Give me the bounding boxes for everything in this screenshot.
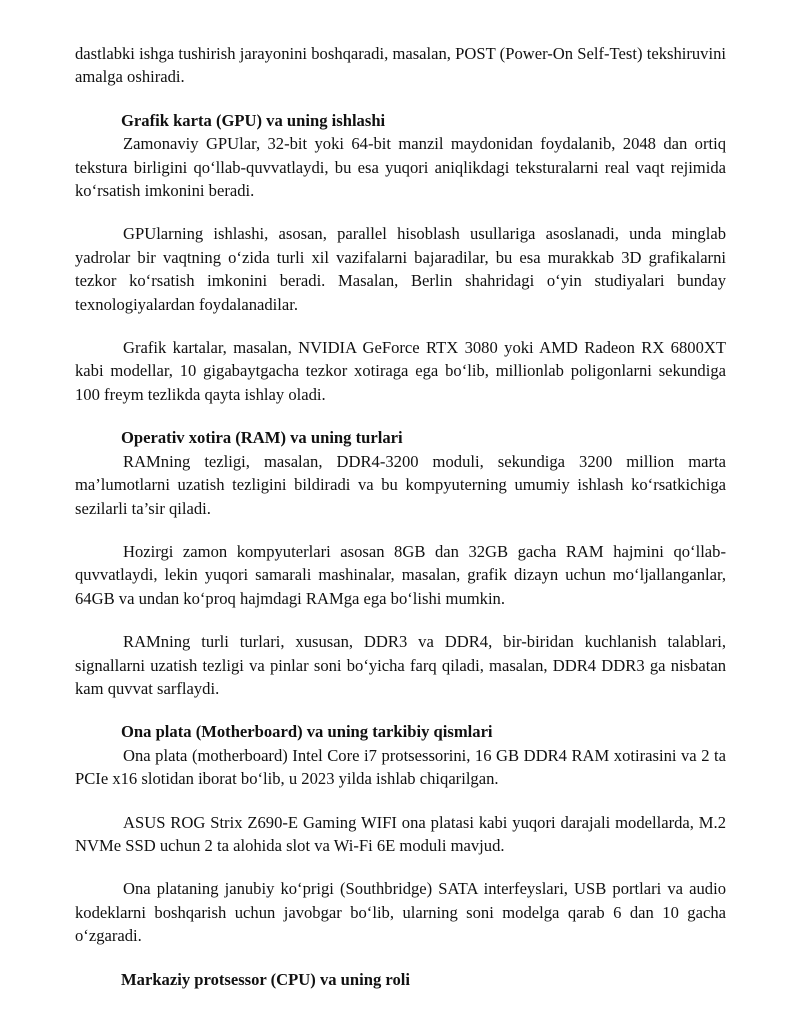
heading-gpu: Grafik karta (GPU) va uning ishlashi [121, 110, 386, 130]
heading-motherboard: Ona plata (Motherboard) va uning tarkibiy qismlari [121, 722, 493, 742]
paragraph-ram-2: Hozirgi zamon kompyuterlari asosan 8GB dan 32GB gacha RAM hajmini qo‘llab-quvvatlaydi, lekin yuqori samarali mashinalar, masalan, grafik dizayn uchun mo‘ljallanganlar, 64GB va undan ko‘proq hajmdagi RAMga ega bo‘lishi mumkin. [75, 541, 726, 608]
paragraph-motherboard-1: Ona plata (motherboard) Intel Core i7 protsessorini, 16 GB DDR4 RAM xotirasini va 2 ta PCIe x16 slotidan iborat bo‘lib, u 2023 yilda ishlab chiqarilgan. [75, 745, 726, 789]
paragraph-gpu-1: Zamonaviy GPUlar, 32-bit yoki 64-bit manzil maydonidan foydalanib, 2048 dan ortiq tekstura birligini qo‘llab-quvvatlaydi, bu esa yuqori aniqlikdagi teksturalarni real vaqt rejimida ko‘rsatish imkonini beradi. [75, 134, 726, 201]
heading-ram: Operativ xotira (RAM) va uning turlari [121, 428, 403, 448]
heading-cpu: Markaziy protsessor (CPU) va uning roli [121, 969, 411, 989]
paragraph-motherboard-2: ASUS ROG Strix Z690-E Gaming WIFI ona platasi kabi yuqori darajali modellarda, M.2 NVMe SSD uchun 2 ta alohida slot va Wi-Fi 6E moduli mavjud. [75, 812, 726, 855]
paragraph-gpu-3: Grafik kartalar, masalan, NVIDIA GeForce RTX 3080 yoki AMD Radeon RX 6800XT kabi modellar, 10 gigabaytgacha tezkor xotiraga ega bo‘lib, millionlab poligonlarni sekundiga 100 freym tezlikda qayta ishlay oladi. [75, 338, 726, 404]
paragraph-motherboard-3: Ona plataning janubiy ko‘prigi (Southbridge) SATA interfeyslari, USB portlari va audio kodeklarni boshqarish uchun javobgar bo‘lib, ularning soni modelga qarab 6 dan 10 gacha o‘zgaradi. [75, 879, 726, 946]
document-page [75, 42, 726, 991]
intro-paragraph: dastlabki ishga tushirish jarayonini boshqaradi, masalan, POST (Power-On Self-Test) tekshiruvini amalga oshiradi. [75, 44, 726, 87]
paragraph-ram-3: RAMning turli turlari, xususan, DDR3 va DDR4, bir-biridan kuchlanish talablari, signallarni uzatish tezligi va pinlar soni bo‘yicha farq qiladi, masalan, DDR4 DDR3 ga nisbatan kam quvvat sarflaydi. [75, 632, 726, 698]
paragraph-gpu-2: GPUlarning ishlashi, asosan, parallel hisoblash usullariga asoslanadi, unda minglab yadrolar bir vaqtning o‘zida turli xil vazifalarni bajaradilar, bu esa murakkab 3D grafikalarni tezkor ko‘rsatish imkonini beradi. Masalan, Berlin shahridagi o‘yin studiyalari bunday texnologiyalardan foydalanadilar. [75, 224, 726, 314]
paragraph-ram-1: RAMning tezligi, masalan, DDR4-3200 moduli, sekundiga 3200 million marta ma’lumotlarni uzatish tezligini bildiradi va bu kompyuterning umumiy ishlash ko‘rsatkichiga sezilarli ta’sir qiladi. [75, 451, 726, 518]
